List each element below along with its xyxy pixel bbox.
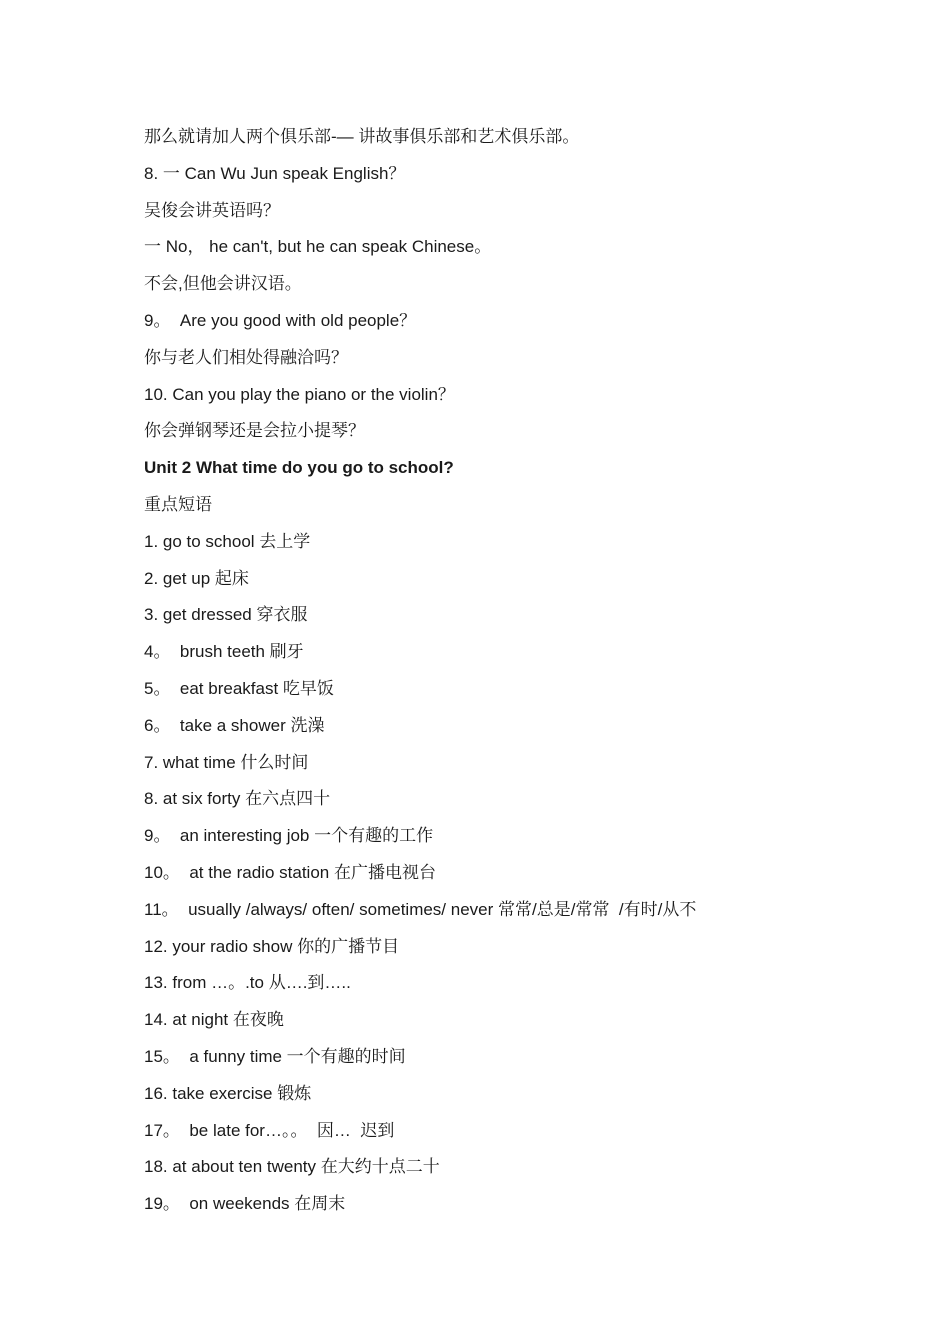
text-line: 重点短语 <box>144 494 212 514</box>
text-line: 6。 take a shower 洗澡 <box>144 715 325 735</box>
text-line: 10. Can you play the piano or the violin？ <box>144 384 455 404</box>
text-line: 9。 Are you good with old people？ <box>144 310 417 330</box>
text-line: 16. take exercise 锻炼 <box>144 1083 312 1103</box>
text-line: 10。 at the radio station 在广播电视台 <box>144 862 436 882</box>
text-line: 2. get up 起床 <box>144 568 249 588</box>
text-line: 9。 an interesting job 一个有趣的工作 <box>144 826 434 846</box>
text-line: 吴俊会讲英语吗？ <box>144 200 280 220</box>
text-line: 4。 brush teeth 刷牙 <box>144 642 304 662</box>
text-line: 13. from …。.to 从….到….. <box>144 973 351 993</box>
text-line: 你与老人们相处得融洽吗？ <box>144 347 348 367</box>
text-line: 15。 a funny time 一个有趣的时间 <box>144 1046 406 1066</box>
text-line: 18. at about ten twenty 在大约十点二十 <box>144 1157 440 1177</box>
text-line: 17。 be late for…。。 因… 迟到 <box>144 1120 395 1140</box>
section-heading: Unit 2 What time do you go to school? <box>144 458 454 478</box>
text-line: 5。 eat breakfast 吃早饭 <box>144 678 334 698</box>
text-line: 一 No， he can't, but he can speak Chinese。 <box>144 237 492 257</box>
text-line: 12. your radio show 你的广播节目 <box>144 936 400 956</box>
text-line: 不会,但他会讲汉语。 <box>144 274 302 294</box>
text-line: 3. get dressed 穿衣服 <box>144 605 308 625</box>
document-body <box>144 124 824 1228</box>
text-line: 你会弹钢琴还是会拉小提琴？ <box>144 421 365 441</box>
text-line: 8. at six forty 在六点四十 <box>144 789 331 809</box>
text-line: 11。 usually /always/ often/ sometimes/ never 常常/总是/常常 /有时/从不 <box>144 899 697 919</box>
text-line: 1. go to school 去上学 <box>144 531 311 551</box>
text-line: 19。 on weekends 在周末 <box>144 1194 346 1214</box>
text-line: 14. at night 在夜晚 <box>144 1010 284 1030</box>
text-line: 7. what time 什么时间 <box>144 752 309 772</box>
text-line: 8. 一 Can Wu Jun speak English？ <box>144 163 406 183</box>
text-line: 那么就请加人两个俱乐部-— 讲故事俱乐部和艺术俱乐部。 <box>144 127 580 146</box>
